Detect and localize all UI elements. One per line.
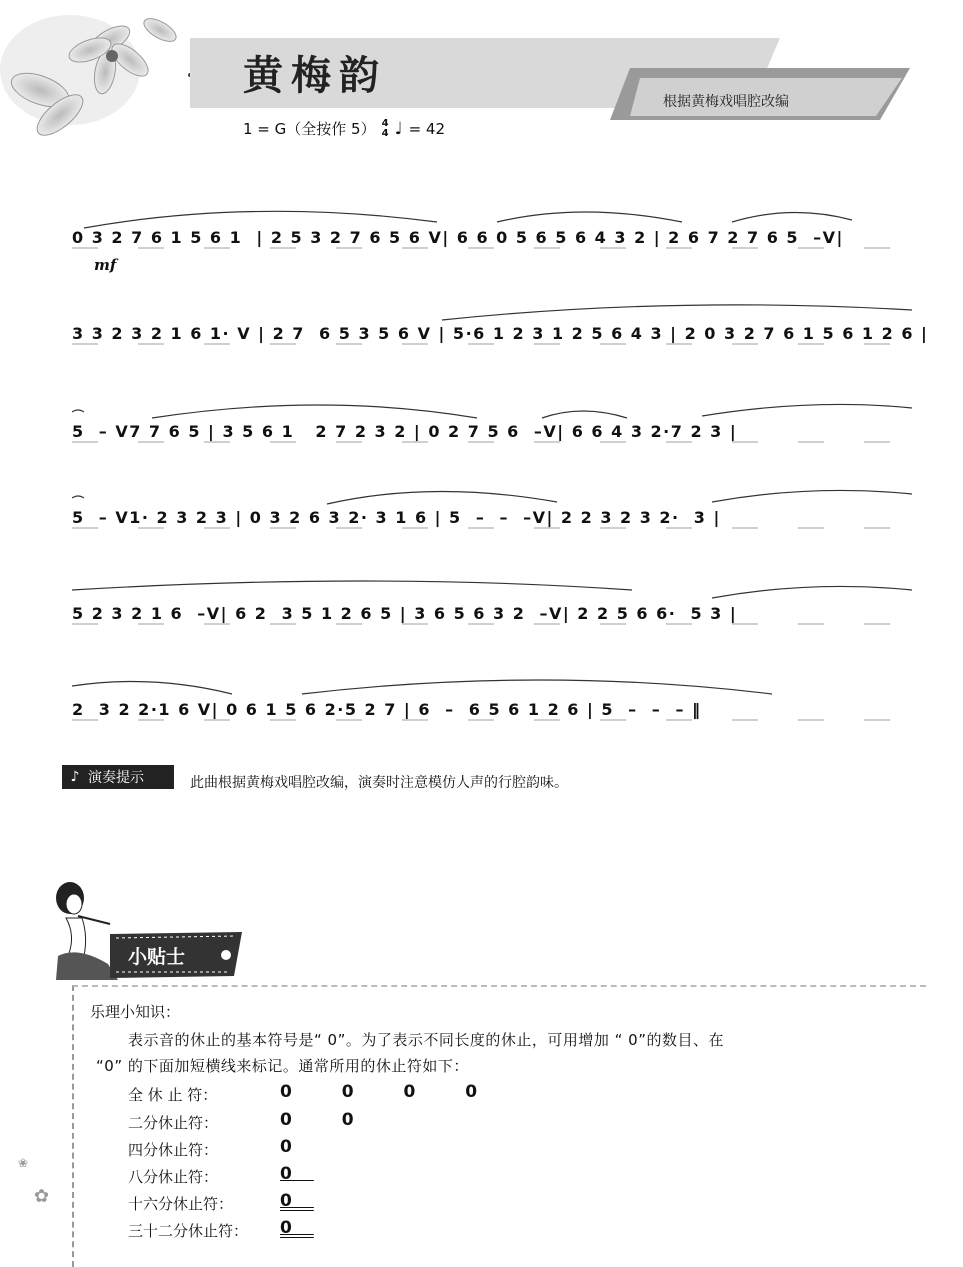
rest-symbol: 0 — [280, 1218, 314, 1238]
rest-row-thirty-second — [128, 1218, 314, 1241]
score-line-6 — [72, 672, 920, 732]
key-text: 1 = G（全按作 5） — [243, 120, 376, 138]
key-signature — [243, 118, 445, 139]
score-line-1 — [72, 200, 920, 260]
rest-label: 八分休止符： — [128, 1168, 219, 1186]
tempo-value: = 42 — [408, 119, 446, 138]
page-title: 黄梅韵 — [243, 52, 387, 99]
hint-badge-label: 演奏提示 — [88, 770, 144, 786]
score-line-3 — [72, 394, 920, 454]
score-line-5 — [72, 576, 920, 636]
rest-symbol: 0 — [280, 1137, 314, 1157]
tips-tag-label: 小贴士 — [128, 946, 186, 968]
rest-label: 四分休止符： — [128, 1141, 219, 1159]
rest-label: 十六分休止符： — [128, 1195, 234, 1213]
score-line-text: 5 – V1· 2 3 2 3 | 0 3 2 6 3 2· 3 1 6 | 5 – – –V| 2 2 3 2 3 2· 3 | — [72, 508, 721, 527]
quarter-note-icon: ♩ — [394, 118, 403, 139]
subtitle: 根据黄梅戏唱腔改编 — [663, 94, 789, 110]
rest-row-whole — [128, 1082, 500, 1105]
rest-row-half — [128, 1110, 376, 1133]
tips-paragraph-1: 表示音的休止的基本符号是“ 0”。为了表示不同长度的休止，可用增加 “ 0”的数目、在 — [128, 1031, 724, 1049]
rest-label: 二分休止符： — [128, 1114, 219, 1132]
flower-sprig-icon: ✿ — [34, 1186, 50, 1207]
score-line-text: 3 3 2 3 2 1 6 1· V | 2 7 6 5 3 5 6 V | 5·6 1 2 3 1 2 5 6 4 3 | 2 0 3 2 7 6 1 5 6 1 2 6 | — [72, 324, 929, 343]
score-line-2 — [72, 296, 929, 356]
tips-heading: 乐理小知识： — [90, 1003, 181, 1021]
score-line-text: 5 – V7 7 6 5 | 3 5 6 1 2 7 2 3 2 | 0 2 7 5 6 –V| 6 6 4 3 2·7 2 3 | — [72, 422, 738, 441]
score-line-text: 2 3 2 2·1 6 V| 0 6 1 5 6 2·5 2 7 | 6 – 6 5 6 1 2 6 | 5 – – – ‖ — [72, 700, 702, 719]
rest-row-quarter — [128, 1137, 314, 1160]
tips-paragraph-2: “0” 的下面加短横线来标记。通常所用的休止符如下： — [96, 1057, 469, 1075]
score-line-text: 5 2 3 2 1 6 –V| 6 2 3 5 1 2 6 5 | 3 6 5 6 3 2 –V| 2 2 5 6 6· 5 3 | — [72, 604, 738, 623]
performance-hint-text: 此曲根据黄梅戏唱腔改编，演奏时注意模仿人声的行腔韵味。 — [190, 775, 568, 791]
dynamic-mark: mf — [94, 256, 117, 274]
rest-label: 全 休 止 符： — [128, 1086, 218, 1104]
rest-symbol: 0 — [280, 1164, 314, 1184]
rest-symbol: 0 0 0 0 — [280, 1082, 500, 1102]
tips-tag-banner — [110, 932, 242, 978]
small-flower-icon: ❀ — [18, 1156, 29, 1170]
rest-row-sixteenth — [128, 1191, 314, 1214]
score-line-text: 0 3 2 7 6 1 5 6 1 | 2 5 3 2 7 6 5 6 V| 6 6 0 5 6 5 6 4 3 2 | 2 6 7 2 7 6 5 –V| — [72, 228, 844, 247]
note-icon: ♪ — [70, 769, 80, 785]
rest-symbol: 0 — [280, 1191, 314, 1211]
rest-symbol: 0 0 — [280, 1110, 376, 1130]
rest-row-eighth — [128, 1164, 314, 1187]
rest-label: 三十二分休止符： — [128, 1222, 249, 1240]
performance-hint-badge — [62, 765, 174, 789]
time-signature: 4 4 — [381, 117, 389, 139]
score-line-4 — [72, 480, 920, 540]
